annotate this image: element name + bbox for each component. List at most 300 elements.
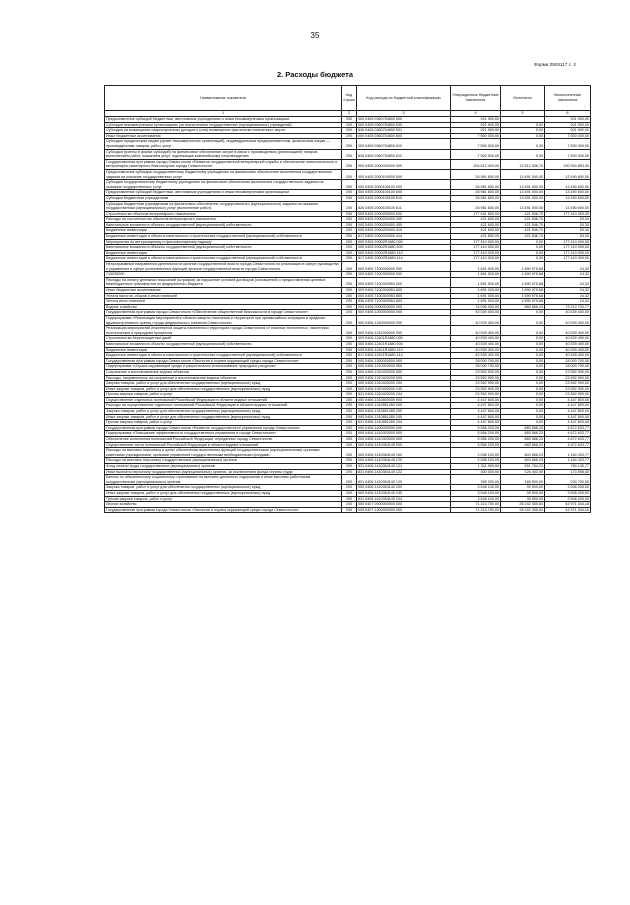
row-approved: 1 691 000,00	[451, 272, 501, 278]
row-approved: 1 691 000,00	[451, 299, 501, 305]
row-approved: 26 981 600,00	[451, 190, 501, 196]
row-name: Уплата налогов, сборов и иных платежей	[105, 293, 342, 299]
row-classification-code: 000 0406 1310851280 200	[357, 409, 451, 415]
row-executed: 0,00	[501, 347, 545, 353]
row-classification-code: 000 0406 1300000000 000	[357, 358, 451, 364]
row-line-code: 200	[342, 139, 357, 149]
row-name: Иные бюджетные ассигнования	[105, 288, 342, 294]
row-executed: 1 690 975,68	[501, 299, 545, 305]
header-row	[105, 86, 591, 111]
row-executed: 883 566,23	[501, 425, 545, 431]
row-approved: 1 311 900,00	[451, 464, 501, 470]
row-executed: 0,00	[501, 364, 545, 370]
row-name: Подпрограмма «Реализация мероприятий в области защиты населения и территорий при чрезвычайных ситуациях в пределах административных границ города федерального значения Севастополя»	[105, 315, 342, 325]
row-line-code: 200	[342, 250, 357, 256]
row-classification-code: 000 0405 7100000000 000	[357, 262, 451, 272]
row-approved: 7 500 000,00	[451, 149, 501, 159]
row-executed: 39 900,00	[501, 485, 545, 491]
row-classification-code: 000 0405 7100300953 800	[357, 288, 451, 294]
row-line-code: 200	[342, 420, 357, 426]
row-line-code: 200	[342, 180, 357, 190]
row-name: Расходы на оплату денежных взысканий (штрафов) за нарушение условий договоров (соглашений) о предоставлении целевых межбюджетных трансфертов из федерального бюджета	[105, 277, 342, 287]
row-name: Государственная программа города Севастополя «Обеспечение общественной безопасности в городе Севастополе»	[105, 310, 342, 316]
row-name: Строительство объектов ветеринарного назначения	[105, 211, 342, 217]
row-executed: 551 764,23	[501, 464, 545, 470]
row-unexecuted: 177 410 053,30	[545, 211, 591, 217]
row-name: Взносы по обязательному социальному страхованию на выплаты денежного содержания и иные выплаты работникам государственных (муниципальных) органов	[105, 475, 342, 485]
row-executed: 1 690 975,68	[501, 262, 545, 272]
row-line-code: 200	[342, 347, 357, 353]
row-approved: 40 539 400,00	[451, 326, 501, 336]
row-line-code: 200	[342, 217, 357, 223]
row-classification-code: 000 0406 1410000000 000	[357, 431, 451, 437]
row-executed: 0,00	[501, 369, 545, 375]
col-number: 3	[357, 111, 451, 117]
row-classification-code: 000 0406 12401R1880 000	[357, 336, 451, 342]
row-line-code: 200	[342, 369, 357, 375]
row-approved: 3 548 100,00	[451, 496, 501, 502]
row-line-code: 200	[342, 326, 357, 336]
header-name: Наименование показателя	[105, 86, 342, 111]
row-executed: 1 690 975,68	[501, 293, 545, 299]
row-classification-code: 000 0405 2000200400 400	[357, 222, 451, 228]
row-classification-code: 000 0407 0000000000 000	[357, 502, 451, 508]
row-line-code: 200	[342, 272, 357, 278]
row-approved: 28 000 700,00	[451, 358, 501, 364]
row-name: Закупка товаров, работ и услуг для обеспечения государственных (муниципальных) нужд	[105, 409, 342, 415]
row-classification-code: 000 0405 7100300953 000	[357, 277, 451, 287]
row-executed: 13 491 000,00	[501, 195, 545, 201]
row-line-code: 200	[342, 414, 357, 420]
row-classification-code: 817 0405 20002R1880 414	[357, 256, 451, 262]
row-unexecuted: 13 490 600,00	[545, 195, 591, 201]
row-executed: 0,00	[501, 336, 545, 342]
row-classification-code: 000 0406 1410300000 000	[357, 437, 451, 443]
row-unexecuted: 4 447 800,00	[545, 403, 591, 409]
row-executed: 843 666,23	[501, 458, 545, 464]
row-classification-code: 000 0405 7100300953 850	[357, 293, 451, 299]
row-unexecuted: 23 552 900,00	[545, 381, 591, 387]
row-line-code: 200	[342, 195, 357, 201]
row-classification-code: 000 0405 2000100100 600	[357, 190, 451, 196]
header-unexecuted: Неисполненные назначения	[545, 86, 591, 111]
row-approved: 40 539 400,00	[451, 310, 501, 316]
row-classification-code: 000 0406 1310851280 000	[357, 403, 451, 409]
row-approved: 177 410 000,00	[451, 250, 501, 256]
table-row	[105, 507, 591, 513]
row-approved: 177 410 000,00	[451, 239, 501, 245]
row-unexecuted: 921 900,00	[545, 122, 591, 128]
section-title: 2. Расходы бюджета	[276, 70, 354, 79]
row-line-code: 200	[342, 262, 357, 272]
row-executed: 0,00	[501, 239, 545, 245]
row-classification-code: 000 0406 1410354140 100	[357, 448, 451, 458]
row-executed: 0,00	[501, 397, 545, 403]
row-classification-code: 831 0406 1410354140 122	[357, 469, 451, 475]
row-approved: 28 000 700,00	[451, 364, 501, 370]
row-executed: 0,00	[501, 358, 545, 364]
row-unexecuted: 24,32	[545, 272, 591, 278]
row-unexecuted: 40 539 400,00	[545, 315, 591, 325]
row-name: Водное хозяйство	[105, 304, 342, 310]
row-unexecuted: 1 164 433,77	[545, 458, 591, 464]
row-approved: 177 410 000,00	[451, 245, 501, 251]
row-name: Бюджетные инвестиции	[105, 228, 342, 234]
col-number: 4	[451, 111, 501, 117]
row-line-code: 200	[342, 403, 357, 409]
row-unexecuted: 13 490 600,00	[545, 180, 591, 190]
row-unexecuted: 23 552 900,00	[545, 392, 591, 398]
row-classification-code: 000 0405 0360754800 600	[357, 117, 451, 123]
row-executed: 13 491 000,00	[501, 180, 545, 190]
row-approved: 5 556 200,00	[451, 425, 501, 431]
table-row	[105, 475, 591, 485]
row-line-code: 200	[342, 315, 357, 325]
row-classification-code: 000 0407 1300000000 000	[357, 507, 451, 513]
row-name: Предоставление субсидии государственному бюджетному учреждению на финансовое обеспечение выполнения государственного задания на оказание государственных услуг	[105, 169, 342, 179]
row-approved: 5 556 200,00	[451, 431, 501, 437]
row-name: Осуществление отдельных полномочий Российской Федерации в области водных отношений	[105, 397, 342, 403]
row-unexecuted: 23 552 900,00	[545, 369, 591, 375]
row-line-code: 200	[342, 448, 357, 458]
header-executed: Исполнено	[501, 86, 545, 111]
row-name: Расходы, направленные на сохранение и восстановление водных объектов	[105, 375, 342, 381]
row-name: Предоставление субсидий бюджетным, автономным учреждениям и иным некоммерческим организациям	[105, 117, 342, 123]
row-line-code: 200	[342, 122, 357, 128]
row-classification-code: 000 0405 2000200400 000	[357, 217, 451, 223]
row-classification-code: 000 0406 1310400200 000	[357, 375, 451, 381]
row-approved: 921 900,00	[451, 122, 501, 128]
table-row	[105, 262, 591, 272]
row-executed: 0,00	[501, 414, 545, 420]
row-classification-code: 000 0406 1410354140 240	[357, 490, 451, 496]
row-name: Капитальные вложения в объекты государственной (муниципальной) собственности	[105, 245, 342, 251]
row-executed: 0,00	[501, 315, 545, 325]
row-approved: 396 200,00	[451, 475, 501, 485]
row-line-code: 200	[342, 502, 357, 508]
row-unexecuted: 24,32	[545, 277, 591, 287]
row-name: Прочая закупка товаров, работ и услуг	[105, 392, 342, 398]
row-name: Сохранение и восстановление водных объектов	[105, 369, 342, 375]
row-line-code: 200	[342, 169, 357, 179]
row-executed: 39 900,00	[501, 496, 545, 502]
row-approved: 177 410 000,00	[451, 256, 501, 262]
row-name: Реализация мероприятий инженерной защиты населения и территории города Севастополя от опасных техногенных, экзогенных геологических и природных процессов	[105, 326, 342, 336]
row-executed: 0,00	[501, 250, 545, 256]
row-classification-code: 000 0406 1410354140 000	[357, 442, 451, 448]
row-executed: 421 546,70	[501, 217, 545, 223]
row-name: Подпрограмма «Повышение эффективности государственного управления в городе Севастополе»	[105, 431, 342, 437]
row-unexecuted: 3 508 200,00	[545, 496, 591, 502]
table-row	[105, 201, 591, 211]
row-unexecuted: 24,32	[545, 288, 591, 294]
row-unexecuted: 177 410 000,00	[545, 239, 591, 245]
row-line-code: 200	[342, 190, 357, 196]
row-name: Строительство берегозащитных дамб	[105, 336, 342, 342]
row-executed: 0,00	[501, 310, 545, 316]
row-unexecuted: 760 135,77	[545, 464, 591, 470]
row-classification-code: 000 0406 1310000000 000	[357, 364, 451, 370]
row-name: Субсидии юридическим лицам (кроме некоммерческих организаций), индивидуальным предпринимателям, физическим лицам — производителям товаров, работ, услуг	[105, 139, 342, 149]
row-name: Подпрограмма «Охрана окружающей среды и рациональное использование природных ресурсов»	[105, 364, 342, 370]
row-classification-code: 000 0406 1241000000 000	[357, 326, 451, 336]
row-classification-code: 000 0406 1410354140 120	[357, 458, 451, 464]
row-approved: 23 552 900,00	[451, 392, 501, 398]
row-classification-code: 000 0405 2000200000 000	[357, 211, 451, 217]
row-line-code: 200	[342, 149, 357, 159]
row-line-code: 200	[342, 375, 357, 381]
row-line-code: 200	[342, 464, 357, 470]
row-executed: 883 566,23	[501, 431, 545, 437]
row-executed: 28 242 355,84	[501, 502, 545, 508]
row-approved: 421 600,00	[451, 222, 501, 228]
row-unexecuted: 24,32	[545, 262, 591, 272]
row-executed: 13 491 000,00	[501, 190, 545, 196]
row-classification-code: 826 0405 2000100100 611	[357, 201, 451, 211]
row-executed: 0,00	[501, 256, 545, 262]
row-name: Предоставление субсидий бюджетным, автономным учреждениям и иным некоммерческим организациям	[105, 190, 342, 196]
row-approved: 74 096 000,00	[451, 304, 501, 310]
row-name: Субсидии (гранты в форме субсидий) на финансовое обеспечение затрат в связи с производством (реализацией) товаров, выполнением работ, оказанием услуг, подлежащие казначейскому сопровождению	[105, 149, 342, 159]
row-approved: 421 600,00	[451, 228, 501, 234]
row-name: Непрограммные направления деятельности органов государственной власти города Севастополя по реализации в сфере руководства и управления в сфере установленных функций органов государственной власти города Севастополя	[105, 262, 342, 272]
row-approved: 300 000,00	[451, 469, 501, 475]
row-unexecuted: 4 672 633,77	[545, 425, 591, 431]
row-executed: 883 566,23	[501, 442, 545, 448]
row-name: Бюджетные инвестиции в объекты капитального строительства государственной (муниципальной) собственности	[105, 234, 342, 240]
row-unexecuted: 40 539 400,00	[545, 347, 591, 353]
row-line-code: 200	[342, 228, 357, 234]
row-unexecuted: 3 508 200,00	[545, 485, 591, 491]
row-name: Государственная программа города Севастополя «Развитие государственного управления города Севастополя»	[105, 425, 342, 431]
row-executed: 1 690 975,68	[501, 288, 545, 294]
row-line-code: 200	[342, 341, 357, 347]
row-unexecuted: 40 539 400,00	[545, 310, 591, 316]
row-name: Осуществление части полномочий Российской Федерации в области водных отношений	[105, 442, 342, 448]
row-executed: 421 546,70	[501, 228, 545, 234]
row-executed: 28 242 355,84	[501, 507, 545, 513]
row-executed: 0,00	[501, 381, 545, 387]
row-unexecuted: 173 598,00	[545, 469, 591, 475]
row-executed: 13 491 000,00	[501, 169, 545, 179]
row-unexecuted: 1 164 433,77	[545, 448, 591, 458]
row-name: Расходы на выплаты персоналу в целях обеспечения выполнения функций государственными (муниципальными) органами, казенными учреждениями, органами управления государственными внебюджетными фондами	[105, 448, 342, 458]
row-unexecuted: 24,32	[545, 299, 591, 305]
col-number: 1	[105, 111, 342, 117]
row-approved: 71 213 700,00	[451, 507, 501, 513]
row-name: Субсидии некоммерческим организациям (за исключением государственных (муниципальных) учреждений)	[105, 122, 342, 128]
row-approved: 40 539 400,00	[451, 336, 501, 342]
row-line-code: 200	[342, 277, 357, 287]
row-classification-code: 817 0405 2000200400 414	[357, 234, 451, 240]
row-classification-code: 000 0405 20002R1880 000	[357, 239, 451, 245]
row-classification-code: 000 0405 20002R1880 400	[357, 245, 451, 251]
row-line-code: 200	[342, 437, 357, 443]
row-approved: 23 552 900,00	[451, 369, 501, 375]
row-line-code: 200	[342, 358, 357, 364]
row-name: Субсидии бюджетным учреждениям на финансовое обеспечение государственного (муниципального) задания на оказание государственных (муниципальных) услуг (выполнение работ)	[105, 201, 342, 211]
row-line-code: 200	[342, 485, 357, 491]
row-approved: 4 447 800,00	[451, 409, 501, 415]
row-classification-code: 000 0406 12401R1880 400	[357, 341, 451, 347]
row-classification-code: 000 0406 1310400000 000	[357, 369, 451, 375]
row-approved: 3 548 100,00	[451, 490, 501, 496]
row-line-code: 200	[342, 211, 357, 217]
row-approved: 4 447 800,00	[451, 414, 501, 420]
row-unexecuted: 7 500 000,00	[545, 149, 591, 159]
row-line-code: 200	[342, 442, 357, 448]
row-classification-code: 000 0406 1400000000 000	[357, 425, 451, 431]
row-classification-code: 817 0406 12401R1880 414	[357, 353, 451, 359]
row-executed: 421 546,70	[501, 211, 545, 217]
row-executed: 883 566,23	[501, 304, 545, 310]
row-approved: 7 500 000,00	[451, 133, 501, 139]
row-unexecuted: 7 500 000,00	[545, 139, 591, 149]
row-executed: 843 666,23	[501, 448, 545, 458]
row-unexecuted: 177 410 000,00	[545, 245, 591, 251]
row-unexecuted: 23 552 900,00	[545, 386, 591, 392]
row-name: Иные закупки товаров, работ и услуг для обеспечения государственных (муниципальных) нужд	[105, 490, 342, 496]
row-line-code: 200	[342, 507, 357, 513]
row-name: Расходы на выплаты персоналу государственных (муниципальных) органов	[105, 458, 342, 464]
row-unexecuted: 28 000 700,00	[545, 364, 591, 370]
table-row	[105, 448, 591, 458]
row-unexecuted: 40 539 400,00	[545, 326, 591, 336]
row-approved: 40 539 400,00	[451, 315, 501, 325]
row-unexecuted: 53,30	[545, 217, 591, 223]
row-classification-code: 831 0406 1310400200 244	[357, 392, 451, 398]
row-executed: 421 546,70	[501, 222, 545, 228]
row-executed: 13 912 546,70	[501, 159, 545, 169]
row-classification-code: 000 0406 12401R1880 410	[357, 347, 451, 353]
row-unexecuted: 190 900 853,30	[545, 159, 591, 169]
row-classification-code: 000 0405 0360754800 800	[357, 133, 451, 139]
row-unexecuted: 53,30	[545, 228, 591, 234]
row-classification-code: 836 0405 0360754800 631	[357, 128, 451, 134]
row-executed: 883 566,23	[501, 437, 545, 443]
row-line-code: 200	[342, 397, 357, 403]
row-classification-code: 000 0406 1410354140 200	[357, 485, 451, 491]
row-unexecuted: 73 212 733,77	[545, 304, 591, 310]
row-classification-code: 000 0405 0360754800 810	[357, 139, 451, 149]
row-approved: 26 981 600,00	[451, 169, 501, 179]
budget-expenses-table	[104, 85, 591, 513]
row-approved: 1 691 000,00	[451, 262, 501, 272]
row-approved: 40 539 400,00	[451, 353, 501, 359]
row-approved: 1 691 000,00	[451, 293, 501, 299]
row-name: Закупка товаров, работ и услуг для обеспечения государственных (муниципальных) нужд	[105, 381, 342, 387]
row-executed: 0,00	[501, 139, 545, 149]
row-approved: 1 691 000,00	[451, 288, 501, 294]
row-executed: 0,00	[501, 122, 545, 128]
row-name: Фонд оплаты труда государственных (муниципальных) органов	[105, 464, 342, 470]
row-line-code: 200	[342, 128, 357, 134]
row-classification-code: 000 0406 0000000000 000	[357, 304, 451, 310]
row-classification-code: 831 0406 1410354140 244	[357, 496, 451, 502]
row-approved: 26 981 600,00	[451, 201, 501, 211]
row-name: Бюджетные инвестиции в объекты капитального строительства государственной (муниципальной) собственности	[105, 353, 342, 359]
page-number: 35	[310, 31, 320, 40]
row-unexecuted: 53,30	[545, 234, 591, 240]
row-executed: 0,00	[501, 403, 545, 409]
row-approved: 2 008 100,00	[451, 448, 501, 458]
row-classification-code: 000 0405 2000100100 610	[357, 195, 451, 201]
row-name: Капитальные вложения в объекты государственной (муниципальной) собственности	[105, 341, 342, 347]
row-name: Субсидия государственному бюджетному учреждению на финансовое обеспечение выполнения государственного задания на оказание государственных услуг	[105, 180, 342, 190]
row-classification-code: 000 0405 2000000000 000	[357, 159, 451, 169]
row-classification-code: 000 0406 1310400200 200	[357, 381, 451, 387]
row-line-code: 200	[342, 256, 357, 262]
row-line-code: 200	[342, 245, 357, 251]
table-row	[105, 169, 591, 179]
row-unexecuted: 24,32	[545, 293, 591, 299]
row-approved: 177 631 800,00	[451, 211, 501, 217]
row-unexecuted: 177 410 000,00	[545, 256, 591, 262]
row-name: Бюджетные инвестиции	[105, 347, 342, 353]
row-unexecuted: 13 490 600,00	[545, 169, 591, 179]
row-classification-code: 000 0405 2000200400 410	[357, 228, 451, 234]
row-unexecuted: 4 447 800,00	[545, 409, 591, 415]
table-row	[105, 149, 591, 159]
row-line-code: 200	[342, 299, 357, 305]
row-approved: 4 447 800,00	[451, 403, 501, 409]
row-approved: 71 213 700,00	[451, 502, 501, 508]
row-executed: 421 546,70	[501, 234, 545, 240]
row-unexecuted: 4 672 633,77	[545, 437, 591, 443]
row-line-code: 200	[342, 239, 357, 245]
row-approved: 4 447 800,00	[451, 397, 501, 403]
row-line-code: 200	[342, 490, 357, 496]
row-unexecuted: 13 490 600,00	[545, 190, 591, 196]
row-approved: 40 539 400,00	[451, 347, 501, 353]
row-line-code: 200	[342, 310, 357, 316]
row-name: Расходы на осуществление отдельных полномочий Российской Федерации в области водных отношений	[105, 403, 342, 409]
row-classification-code: 000 0405 7100300000 000	[357, 272, 451, 278]
row-approved: 921 900,00	[451, 117, 501, 123]
row-name: Мероприятия по ветеринарному и фитосанитарному надзору	[105, 239, 342, 245]
row-line-code: 200	[342, 425, 357, 431]
table-row	[105, 277, 591, 287]
row-unexecuted: 3 508 200,00	[545, 490, 591, 496]
row-name: Государственная программа города Севастополя «Экология и охрана окружающей среды города Севастополя»	[105, 358, 342, 364]
row-line-code: 200	[342, 288, 357, 294]
row-approved: 26 981 600,00	[451, 180, 501, 190]
row-classification-code: 000 0406 1200000000 000	[357, 310, 451, 316]
row-name: Лесное хозяйство	[105, 502, 342, 508]
row-classification-code: 000 0406 1310400200 240	[357, 386, 451, 392]
row-executed: 1 690 975,68	[501, 272, 545, 278]
row-name: Субсидии бюджетным учреждениям	[105, 195, 342, 201]
row-approved: 921 900,00	[451, 128, 501, 134]
row-line-code: 200	[342, 386, 357, 392]
row-unexecuted: 28 000 700,00	[545, 358, 591, 364]
row-line-code: 200	[342, 475, 357, 485]
row-name: Иные выплаты персоналу государственных (муниципальных) органов, за исключением фонда оплаты труда	[105, 469, 342, 475]
row-executed: 0,00	[501, 375, 545, 381]
row-executed: 0,00	[501, 128, 545, 134]
row-classification-code: 831 0406 1410354140 129	[357, 475, 451, 485]
row-line-code: 200	[342, 293, 357, 299]
row-unexecuted: 53,30	[545, 222, 591, 228]
row-unexecuted: 4 447 800,00	[545, 397, 591, 403]
row-unexecuted: 40 539 400,00	[545, 336, 591, 342]
row-unexecuted: 4 447 800,00	[545, 414, 591, 420]
header-classification-code: Код расхода по бюджетной классификации	[357, 86, 451, 111]
row-line-code: 200	[342, 159, 357, 169]
row-line-code: 200	[342, 117, 357, 123]
row-unexecuted: 230 700,00	[545, 475, 591, 485]
row-unexecuted: 23 552 900,00	[545, 375, 591, 381]
